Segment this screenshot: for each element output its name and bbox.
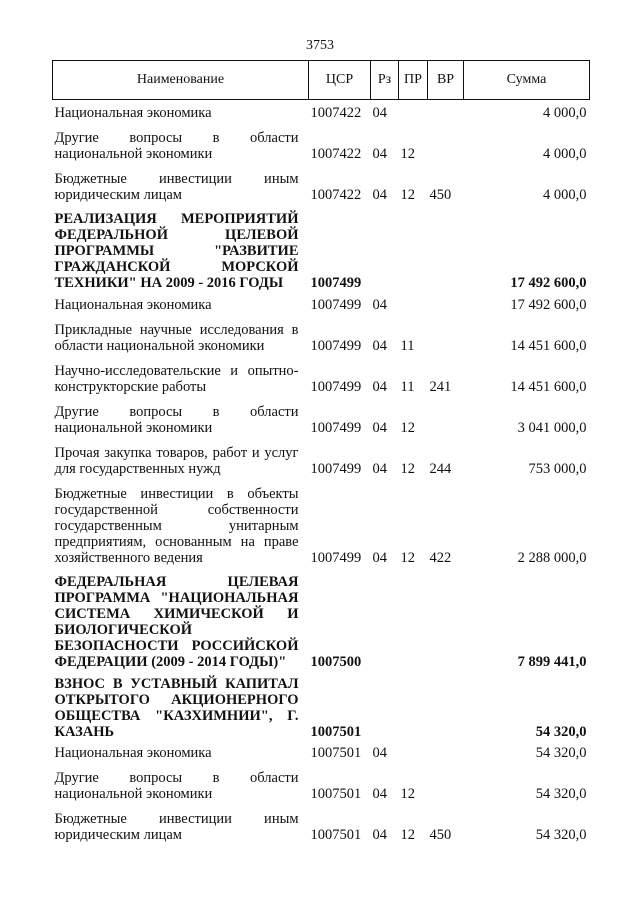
cell-pr: 12 bbox=[400, 827, 415, 843]
cell-sum: 4 000,0 bbox=[543, 146, 587, 162]
cell-rz: 04 bbox=[372, 827, 387, 843]
table-body bbox=[53, 100, 590, 844]
cell-vr bbox=[428, 566, 464, 670]
cell-vr bbox=[428, 740, 464, 761]
cell-vr bbox=[428, 291, 464, 313]
cell-sum: 17 492 600,0 bbox=[510, 297, 587, 313]
cell-rz: 04 bbox=[372, 146, 387, 162]
table-row bbox=[53, 477, 590, 566]
cell-sum: 17 492 600,0 bbox=[510, 275, 587, 291]
table-row bbox=[53, 670, 590, 740]
table-row bbox=[53, 313, 590, 354]
table-row bbox=[53, 354, 590, 395]
cell-rz: 04 bbox=[372, 745, 387, 761]
cell-rz: 04 bbox=[372, 338, 387, 354]
cell-rz bbox=[371, 566, 399, 670]
cell-csr: 1007499 bbox=[310, 420, 362, 436]
cell-name: Бюджетные инвестиции в объекты государственной собственности государственным унитарным предприятиям, основанным на праве хозяйственного ведения bbox=[54, 486, 299, 566]
table-row bbox=[53, 761, 590, 802]
table-row bbox=[53, 566, 590, 670]
cell-sum: 14 451 600,0 bbox=[510, 338, 587, 354]
cell-pr: 12 bbox=[400, 786, 415, 802]
header-sum: Сумма bbox=[464, 61, 590, 100]
cell-name: ВЗНОС В УСТАВНЫЙ КАПИТАЛ ОТКРЫТОГО АКЦИОНЕРНОГО ОБЩЕСТВА "КАЗХИМНИИ", Г. КАЗАНЬ bbox=[54, 676, 299, 740]
cell-name: Другие вопросы в области национальной экономики bbox=[54, 770, 299, 802]
table-header bbox=[53, 61, 590, 100]
cell-name: Научно-исследовательские и опытно-конструкторские работы bbox=[54, 363, 299, 395]
cell-pr: 11 bbox=[400, 338, 415, 354]
cell-vr bbox=[428, 395, 464, 436]
cell-pr bbox=[399, 291, 428, 313]
cell-pr: 11 bbox=[400, 379, 415, 395]
cell-vr bbox=[428, 670, 464, 740]
cell-csr: 1007422 bbox=[310, 187, 362, 203]
cell-sum: 54 320,0 bbox=[535, 827, 587, 843]
cell-pr: 12 bbox=[400, 550, 415, 566]
cell-sum: 14 451 600,0 bbox=[510, 379, 587, 395]
cell-rz: 04 bbox=[372, 187, 387, 203]
cell-vr bbox=[428, 121, 464, 162]
cell-name: Прочая закупка товаров, работ и услуг для государственных нужд bbox=[54, 445, 299, 477]
cell-pr bbox=[399, 203, 428, 291]
cell-sum: 54 320,0 bbox=[535, 786, 587, 802]
cell-name: Бюджетные инвестиции иным юридическим лицам bbox=[54, 811, 299, 843]
cell-vr: 244 bbox=[429, 461, 452, 477]
table-row bbox=[53, 291, 590, 313]
table-row bbox=[53, 203, 590, 291]
cell-sum: 7 899 441,0 bbox=[517, 654, 587, 670]
header-vr: ВР bbox=[428, 61, 464, 100]
header-csr: ЦСР bbox=[309, 61, 371, 100]
table-row bbox=[53, 395, 590, 436]
cell-name: Другие вопросы в области национальной экономики bbox=[54, 404, 299, 436]
table-row bbox=[53, 436, 590, 477]
cell-rz: 04 bbox=[372, 297, 387, 313]
table-row bbox=[53, 121, 590, 162]
cell-sum: 3 041 000,0 bbox=[517, 420, 587, 436]
header-name: Наименование bbox=[53, 61, 309, 100]
cell-csr: 1007499 bbox=[310, 379, 362, 395]
cell-vr bbox=[428, 313, 464, 354]
cell-name: Национальная экономика bbox=[54, 297, 212, 313]
cell-csr: 1007422 bbox=[310, 146, 362, 162]
cell-csr: 1007501 bbox=[310, 827, 362, 843]
cell-sum: 753 000,0 bbox=[528, 461, 587, 477]
cell-sum: 54 320,0 bbox=[535, 724, 587, 740]
cell-name: Национальная экономика bbox=[54, 745, 212, 761]
cell-vr: 450 bbox=[429, 187, 452, 203]
table-row bbox=[53, 802, 590, 843]
cell-rz: 04 bbox=[372, 420, 387, 436]
cell-name: Другие вопросы в области национальной экономики bbox=[54, 130, 299, 162]
budget-table bbox=[52, 60, 590, 843]
cell-csr: 1007499 bbox=[310, 338, 362, 354]
table-row bbox=[53, 162, 590, 203]
cell-pr: 12 bbox=[400, 461, 415, 477]
page-number: 3753 bbox=[306, 38, 334, 53]
cell-csr: 1007501 bbox=[310, 724, 362, 740]
cell-name: Прикладные научные исследования в области национальной экономики bbox=[54, 322, 299, 354]
cell-sum: 4 000,0 bbox=[543, 187, 587, 203]
cell-csr: 1007499 bbox=[310, 297, 362, 313]
cell-name: Национальная экономика bbox=[54, 105, 212, 121]
cell-csr: 1007500 bbox=[310, 654, 362, 670]
cell-pr bbox=[399, 670, 428, 740]
cell-csr: 1007499 bbox=[310, 461, 362, 477]
cell-rz: 04 bbox=[372, 105, 387, 121]
cell-csr: 1007422 bbox=[310, 105, 362, 121]
cell-csr: 1007499 bbox=[310, 275, 362, 291]
cell-pr: 12 bbox=[400, 146, 415, 162]
cell-sum: 2 288 000,0 bbox=[517, 550, 587, 566]
cell-rz bbox=[371, 670, 399, 740]
cell-name: ФЕДЕРАЛЬНАЯ ЦЕЛЕВАЯ ПРОГРАММА "НАЦИОНАЛЬНАЯ СИСТЕМА ХИМИЧЕСКОЙ И БИОЛОГИЧЕСКОЙ БЕЗОПАСНОСТИ РОССИЙСКОЙ ФЕДЕРАЦИИ (2009 - 2014 ГОДЫ)" bbox=[54, 574, 299, 670]
cell-rz: 04 bbox=[372, 379, 387, 395]
cell-pr: 12 bbox=[400, 420, 415, 436]
table-row bbox=[53, 100, 590, 122]
cell-sum: 4 000,0 bbox=[543, 105, 587, 121]
cell-vr: 422 bbox=[429, 550, 452, 566]
cell-sum: 54 320,0 bbox=[535, 745, 587, 761]
cell-csr: 1007501 bbox=[310, 786, 362, 802]
cell-name: РЕАЛИЗАЦИЯ МЕРОПРИЯТИЙ ФЕДЕРАЛЬНОЙ ЦЕЛЕВОЙ ПРОГРАММЫ "РАЗВИТИЕ ГРАЖДАНСКОЙ МОРСКОЙ ТЕХНИКИ" НА 2009 - 2016 ГОДЫ bbox=[54, 211, 299, 291]
cell-rz: 04 bbox=[372, 550, 387, 566]
cell-rz: 04 bbox=[372, 461, 387, 477]
cell-rz bbox=[371, 203, 399, 291]
header-rz: Рз bbox=[371, 61, 399, 100]
cell-pr bbox=[399, 100, 428, 122]
cell-vr: 241 bbox=[429, 379, 452, 395]
cell-vr bbox=[428, 100, 464, 122]
cell-name: Бюджетные инвестиции иным юридическим лицам bbox=[54, 171, 299, 203]
cell-pr bbox=[399, 740, 428, 761]
cell-vr: 450 bbox=[429, 827, 452, 843]
cell-csr: 1007499 bbox=[310, 550, 362, 566]
cell-pr bbox=[399, 566, 428, 670]
cell-pr: 12 bbox=[400, 187, 415, 203]
table-row bbox=[53, 740, 590, 761]
cell-vr bbox=[428, 761, 464, 802]
cell-csr: 1007501 bbox=[310, 745, 362, 761]
header-pr: ПР bbox=[399, 61, 428, 100]
cell-rz: 04 bbox=[372, 786, 387, 802]
cell-vr bbox=[428, 203, 464, 291]
